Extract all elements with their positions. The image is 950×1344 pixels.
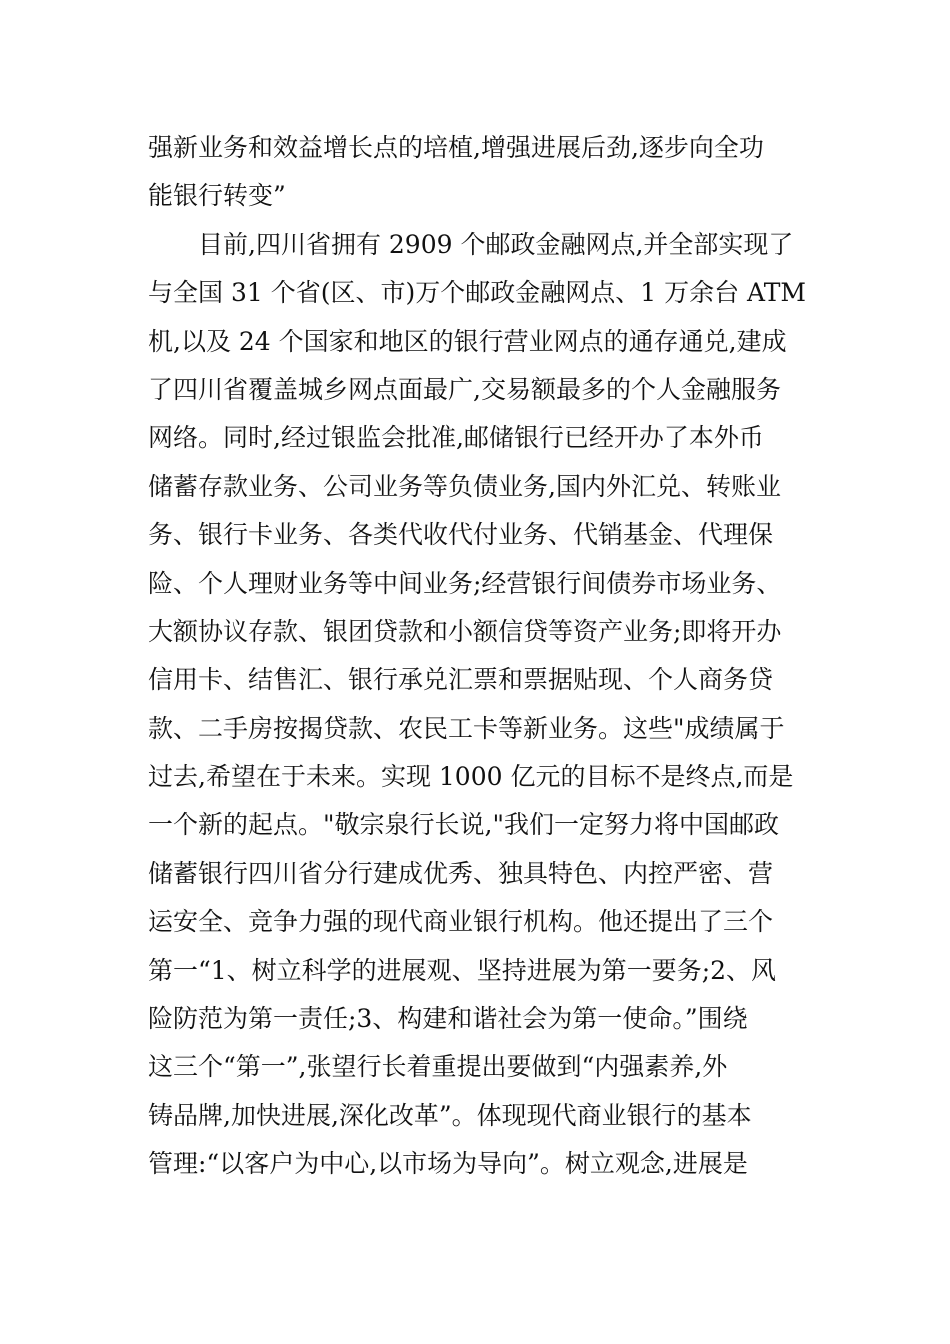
text-line: 务、银行卡业务、各类代收代付业务、代销基金、代理保	[148, 520, 774, 550]
text-line: 机,以及 24 个国家和地区的银行营业网点的通存通兑,建成	[148, 326, 787, 356]
text-line: 运安全、竞争力强的现代商业银行机构。他还提出了三个	[148, 907, 774, 937]
text-line: 款、二手房按揭贷款、农民工卡等新业务。这些"成绩属于	[148, 713, 785, 743]
text-line: 了四川省覆盖城乡网点面最广,交易额最多的个人金融服务	[148, 374, 781, 404]
text-line: 与全国 31 个省(区、市)万个邮政金融网点、1 万余台 ATM	[148, 278, 806, 308]
body-text	[148, 124, 808, 1189]
text-line: 能银行转变”	[148, 181, 286, 211]
text-line: 险、个人理财业务等中间业务;经营银行间债券市场业务、	[148, 568, 782, 598]
text-line: 信用卡、结售汇、银行承兑汇票和票据贴现、个人商务贷	[148, 665, 774, 695]
text-line: 网络。同时,经过银监会批准,邮储银行已经开办了本外币	[148, 423, 764, 453]
text-line: 储蓄存款业务、公司业务等负债业务,国内外汇兑、转账业	[148, 471, 781, 501]
text-line: 第一“1、树立科学的进展观、坚持进展为第一要务;2、风	[148, 955, 777, 985]
text-line: 目前,四川省拥有 2909 个邮政金融网点,并全部实现了	[148, 229, 794, 259]
text-line: 大额协议存款、银团贷款和小额信贷等资产业务;即将开办	[148, 616, 782, 646]
text-line: 管理:“以客户为中心,以市场为导向”。树立观念,进展是	[148, 1149, 748, 1179]
text-line: 储蓄银行四川省分行建成优秀、独具特色、内控严密、营	[148, 858, 774, 888]
text-line: 这三个“第一”,张望行长着重提出要做到“内强素养,外	[148, 1052, 728, 1082]
text-line: 强新业务和效益增长点的培植,增强进展后劲,逐步向全功	[148, 133, 764, 162]
text-line: 铸品牌,加快进展,深化改革”。体现现代商业银行的基本	[148, 1100, 752, 1130]
text-line: 一个新的起点。"敬宗泉行长说,"我们一定努力将中国邮政	[148, 810, 779, 840]
text-line: 险防范为第一责任;3、构建和谐社会为第一使命。”围绕	[148, 1004, 748, 1034]
text-line: 过去,希望在于未来。实现 1000 亿元的目标不是终点,而是	[148, 762, 794, 792]
